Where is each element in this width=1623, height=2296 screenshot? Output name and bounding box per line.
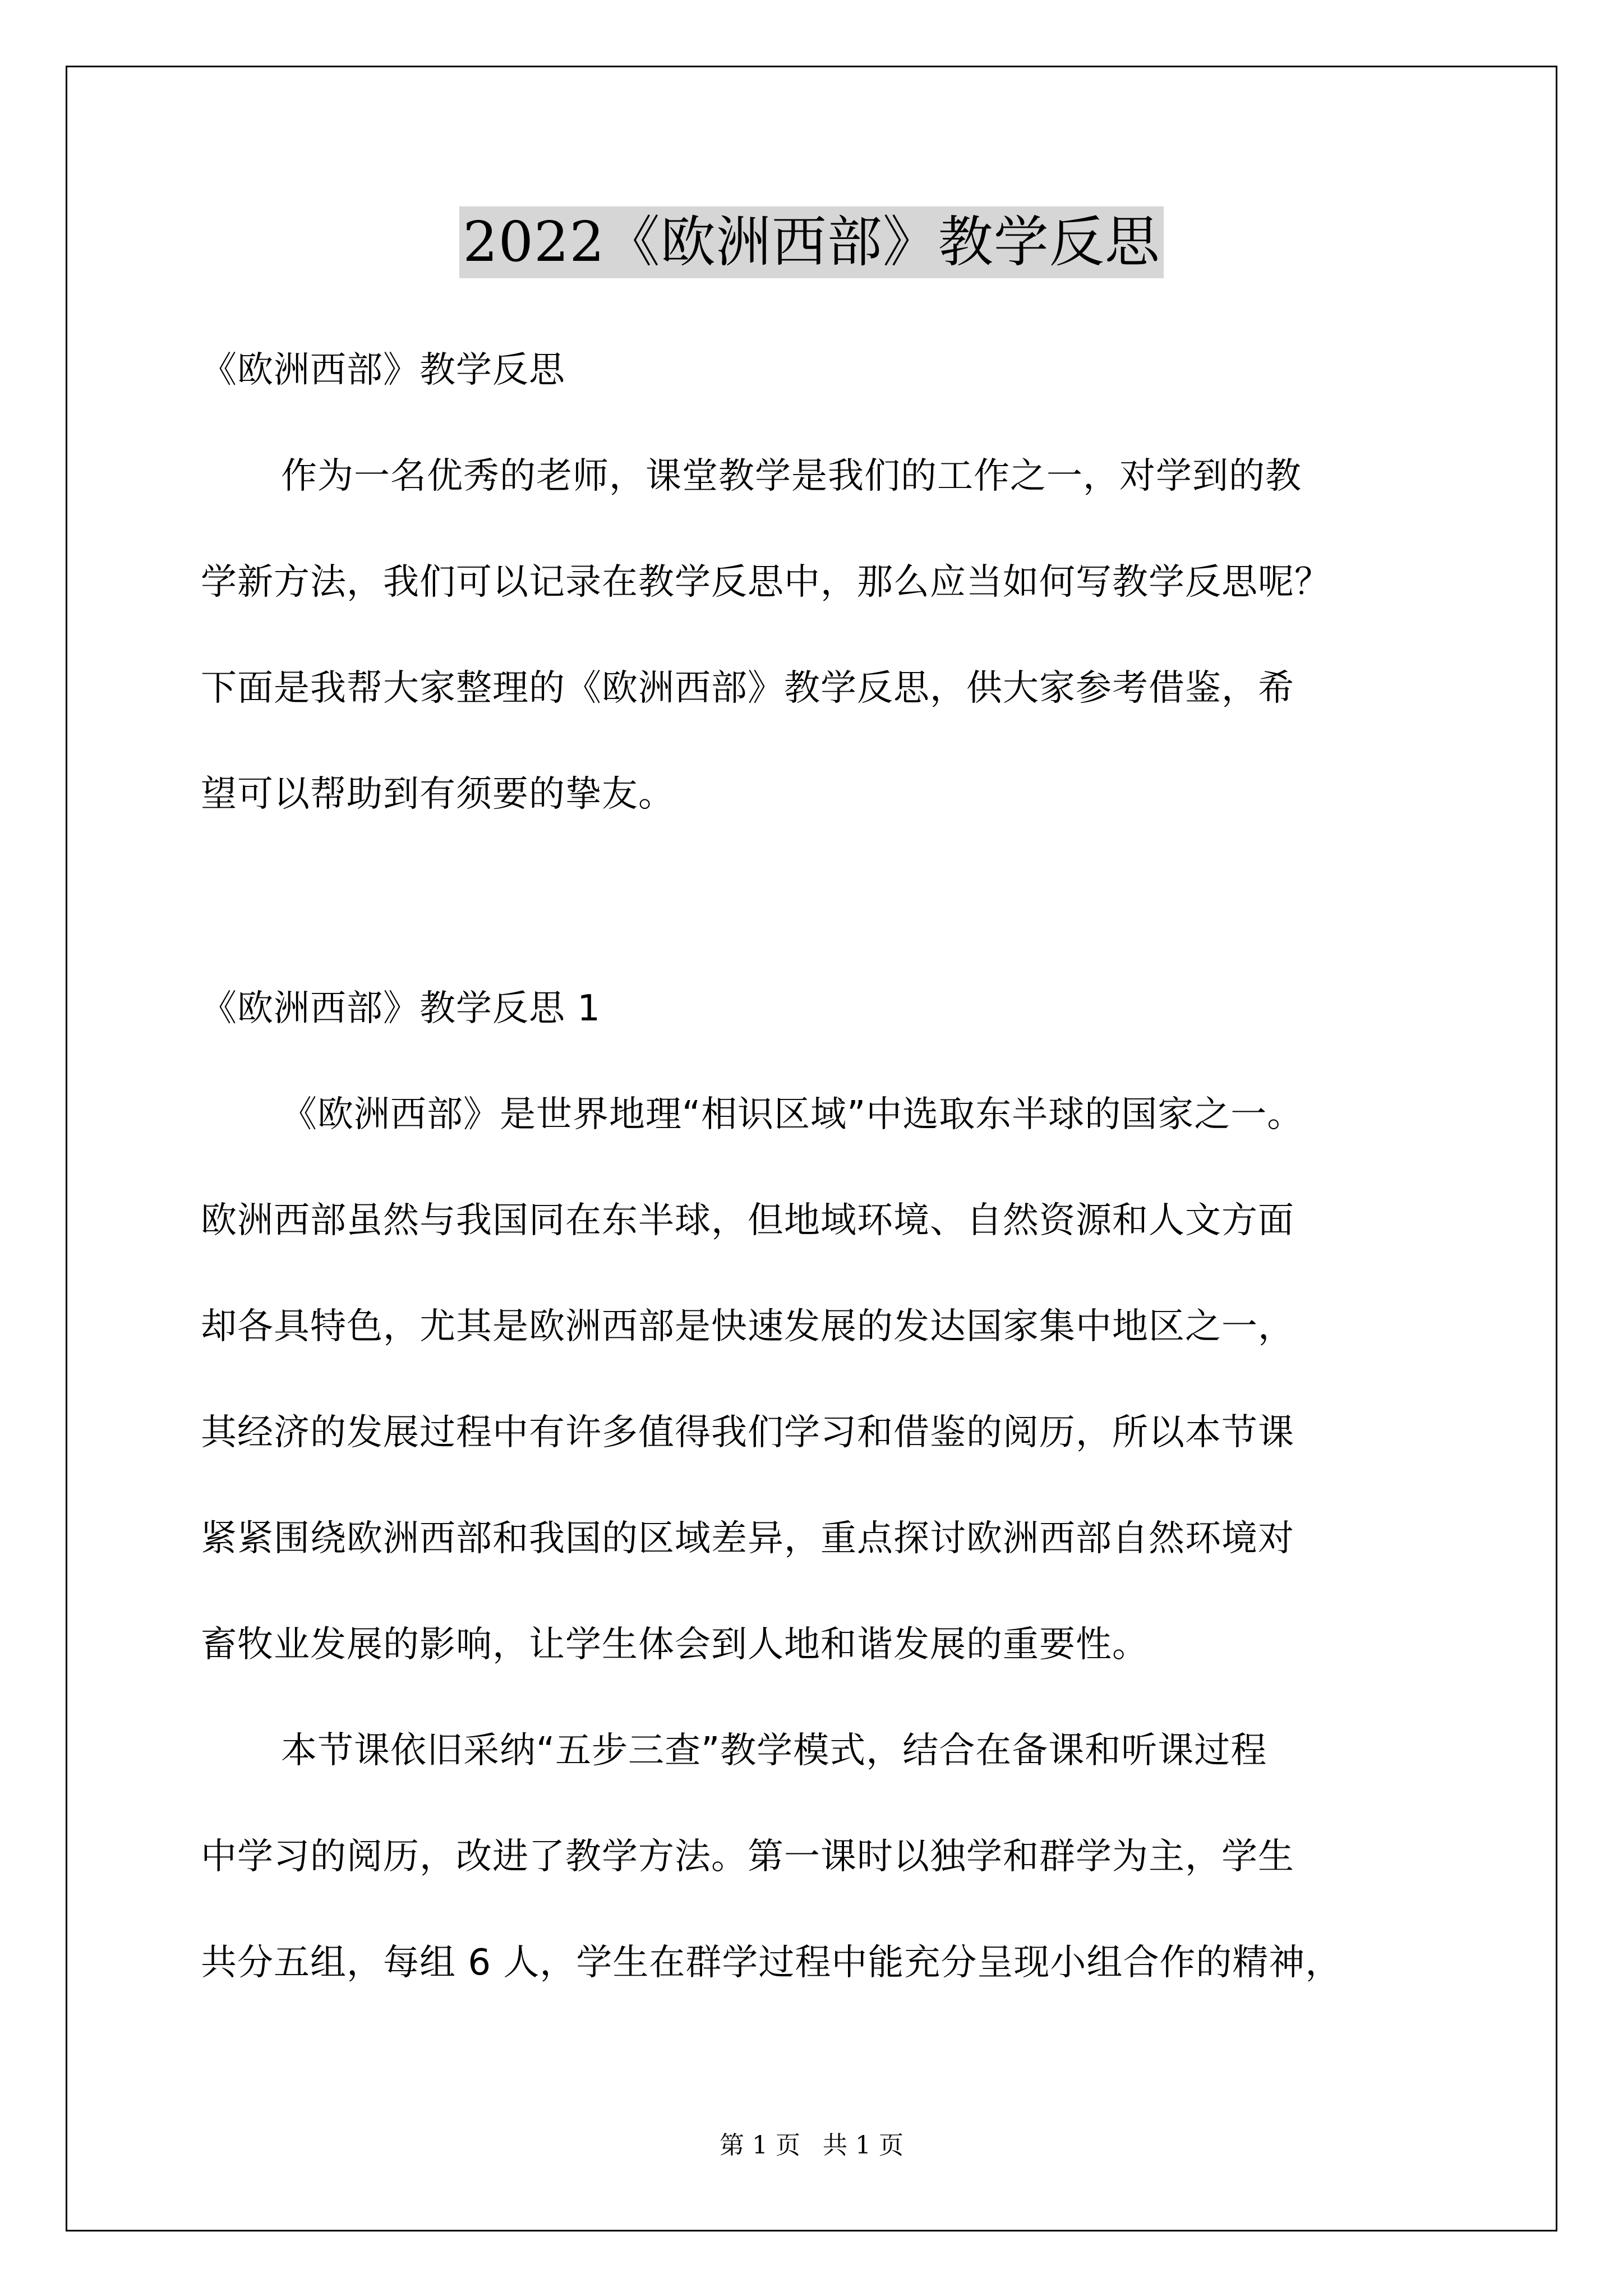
para2-line-3: 共分五组，每组 6 人，学生在群学过程中能充分呈现小组合作的精神， xyxy=(201,1942,1342,1984)
intro-line-3: 下面是我帮大家整理的《欧洲西部》教学反思，供大家参考借鉴，希 xyxy=(201,668,1294,709)
para1-line-4: 其经济的发展过程中有许多值得我们学习和借鉴的阅历，所以本节课 xyxy=(201,1412,1294,1453)
para1-line-1: 《欧洲西部》是世界地理“相识区域”中选取东半球的国家之一。 xyxy=(281,1094,1304,1135)
subtitle: 《欧洲西部》教学反思 xyxy=(201,349,565,391)
title-container xyxy=(0,206,1623,278)
page-total: 共 1 页 xyxy=(823,2131,903,2160)
para1-line-6: 畜牧业发展的影响，让学生体会到人地和谐发展的重要性。 xyxy=(201,1624,1149,1665)
section-gap xyxy=(201,873,1435,982)
intro-line-4: 望可以帮助到有须要的挚友。 xyxy=(201,774,675,815)
para2-line-2: 中学习的阅历，改进了教学方法。第一课时以独学和群学为主，学生 xyxy=(201,1836,1294,1878)
intro-line-1: 作为一名优秀的老师，课堂教学是我们的工作之一，对学到的教 xyxy=(281,455,1302,497)
document-title: 2022《欧洲西部》教学反思 xyxy=(459,206,1163,278)
page-number: 第 1 页 xyxy=(720,2131,800,2160)
para1-line-5: 紧紧围绕欧洲西部和我国的区域差异，重点探讨欧洲西部自然环境对 xyxy=(201,1518,1294,1559)
intro-line-2: 学新方法，我们可以记录在教学反思中，那么应当如何写教学反思呢？ xyxy=(201,562,1331,603)
section-heading: 《欧洲西部》教学反思 1 xyxy=(201,988,601,1029)
para2-line-1: 本节课依旧采纳“五步三查”教学模式，结合在备课和听课过程 xyxy=(281,1730,1267,1772)
para1-line-2: 欧洲西部虽然与我国同在东半球，但地域环境、自然资源和人文方面 xyxy=(201,1200,1294,1241)
document-body xyxy=(201,343,1435,2042)
page-footer xyxy=(0,2129,1623,2162)
para1-line-3: 却各具特色，尤其是欧洲西部是快速发展的发达国家集中地区之一， xyxy=(201,1306,1294,1347)
